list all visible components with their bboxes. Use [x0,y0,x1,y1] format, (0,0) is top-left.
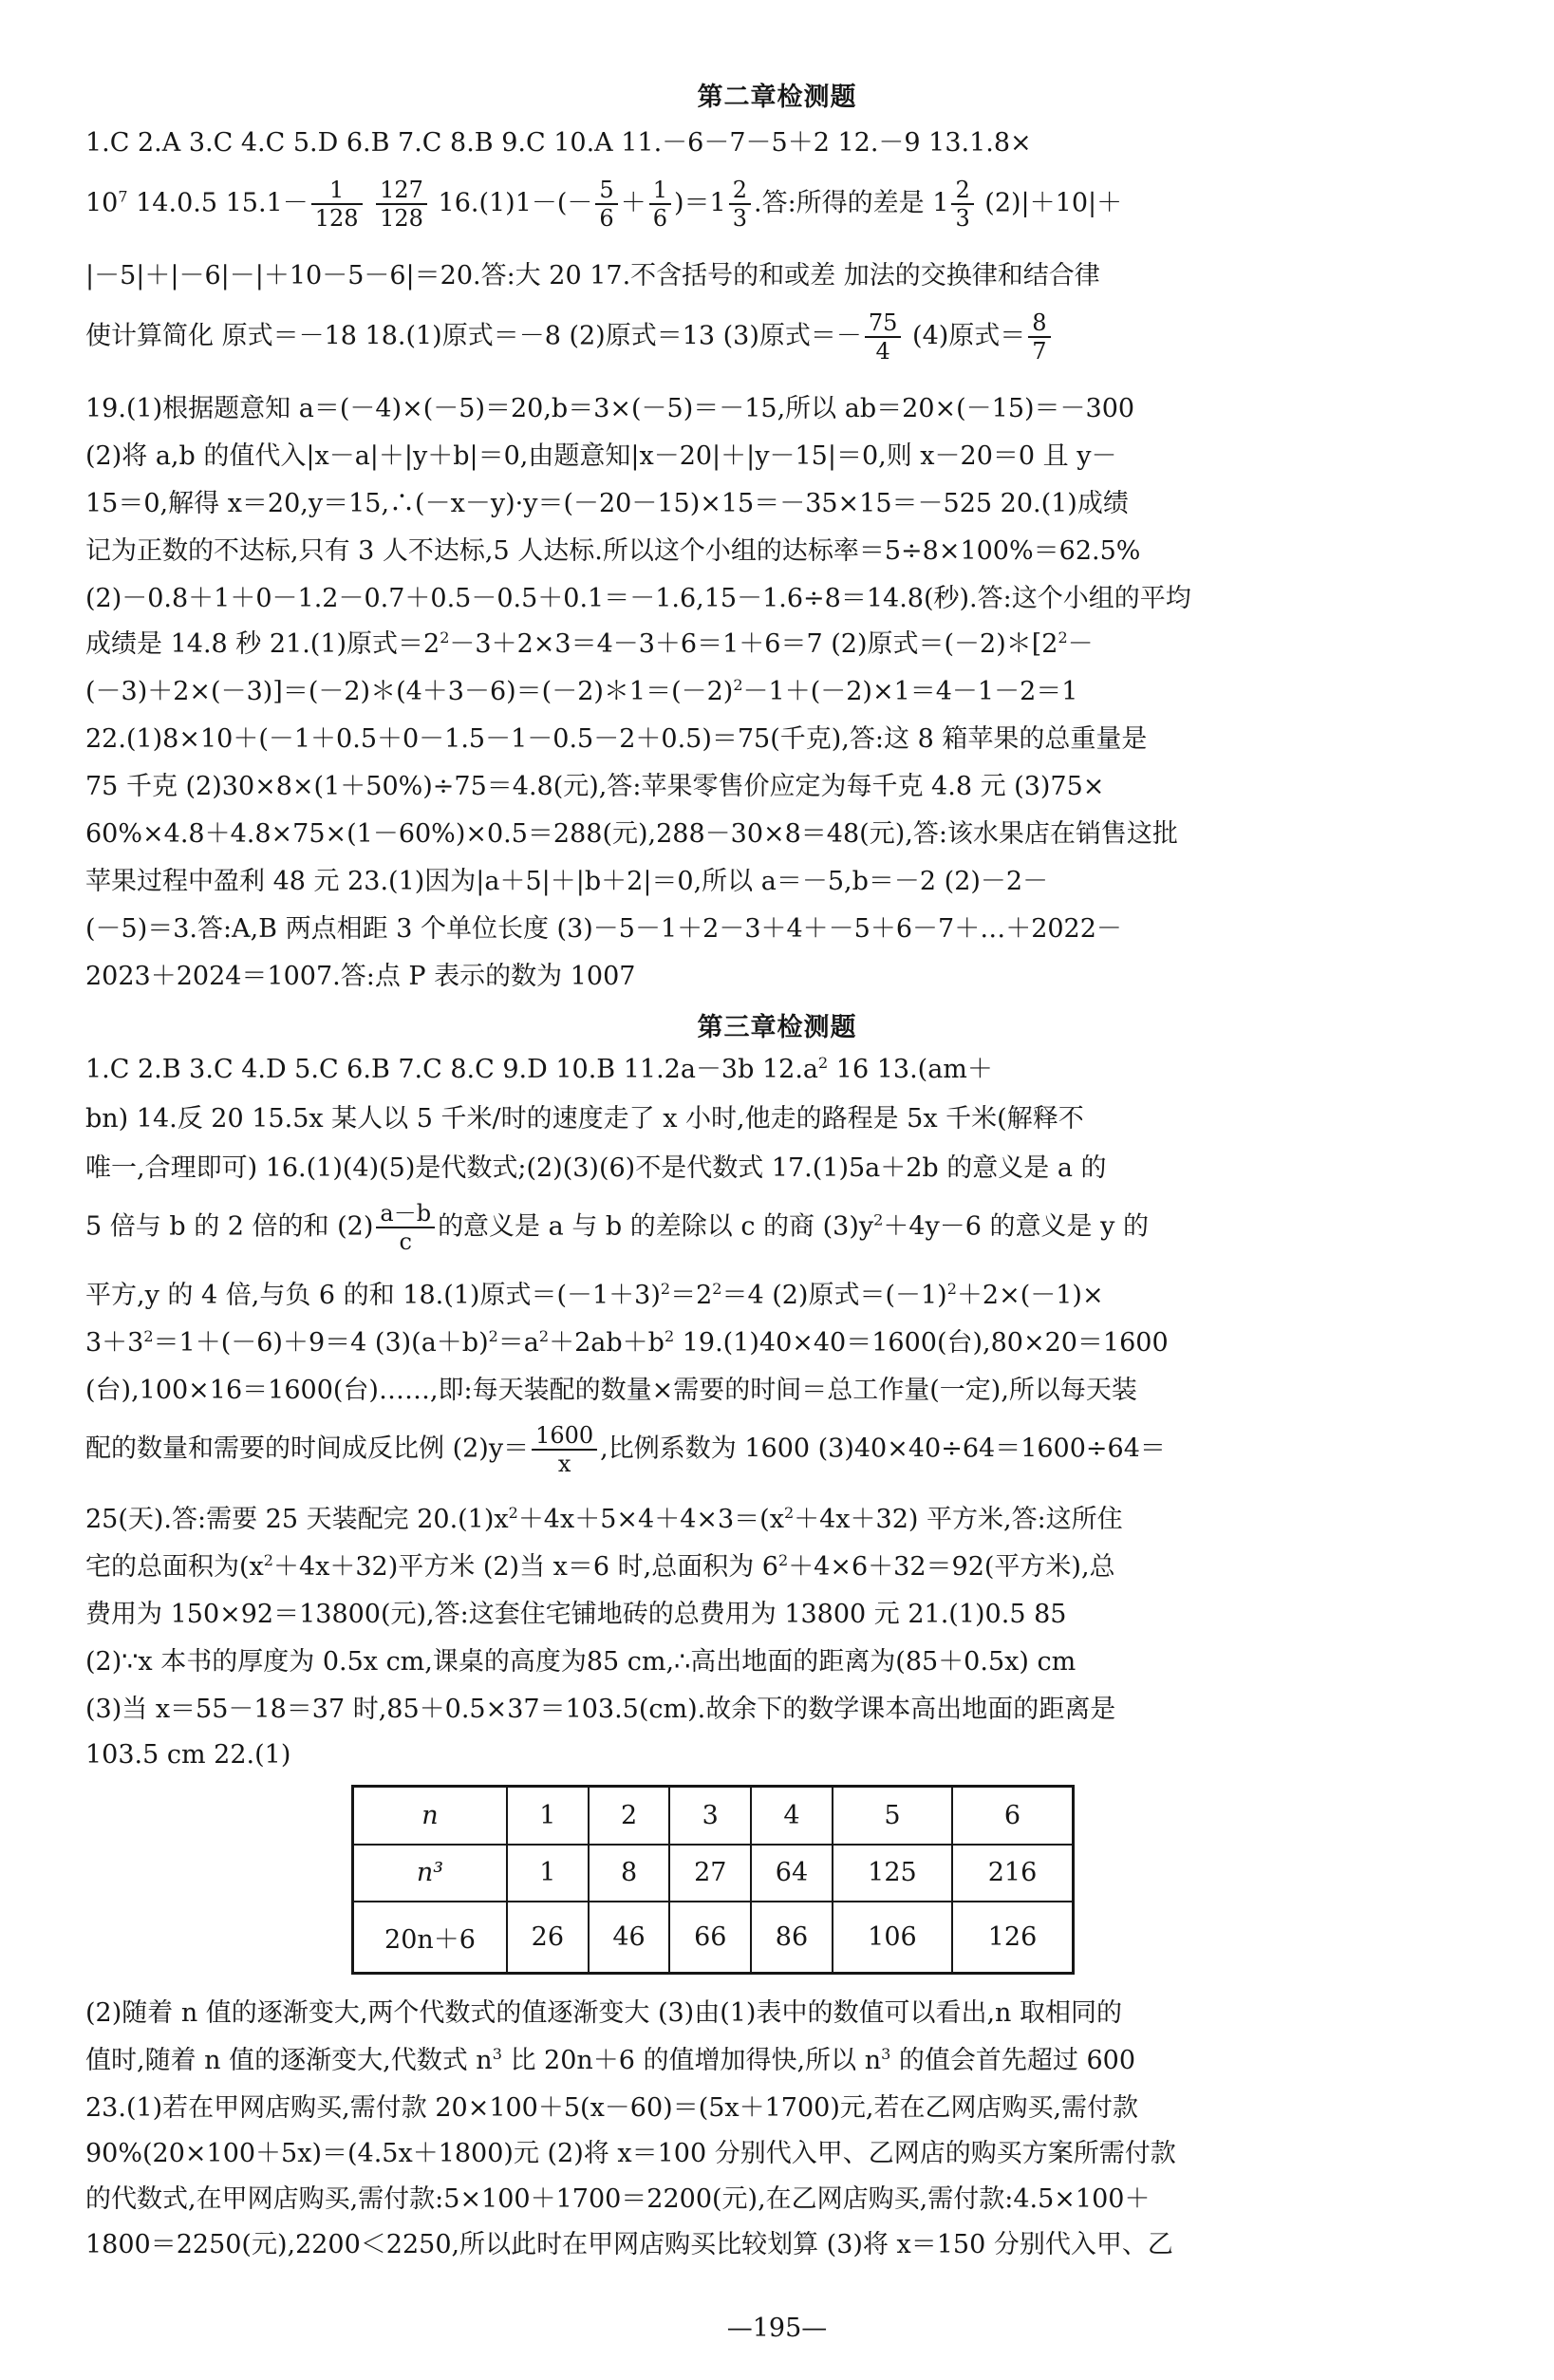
ch2-line-2: $10^7$ 14.0.5 15.1－ $\frac{1}{128}$ $\frac{127}{128}$ 16.(1)1－(－ $\frac{5}{6}$ ＋ $\frac{1}{6}$ )＝1 $\frac{2}{3}$ .答:所得的差是 1 $\frac{2}{3}$ (2)|＋10|＋ [85,177,1123,232]
ch3-line-1: 1.C 2.B 3.C 4.D 5.C 6.B 7.C 8.C 9.D 10.B 11.2a－3b $12.a^2$ 16 13.(am＋ [85,1054,993,1084]
table-cell: 4 [751,1787,833,1845]
table-cell: 6 [952,1787,1073,1845]
table-row [353,1845,1074,1902]
ch3-line-15: (2)随着 n 值的逐渐变大,两个代数式的值逐渐变大 (3)由(1)表中的数值可以看出,n 取相同的 [85,1998,1123,2028]
table-cell: 126 [952,1902,1073,1974]
table-cell: n [353,1787,508,1845]
ch2-line-9: (2)－0.8＋1＋0－1.2－0.7＋0.5－0.5＋0.1＝－1.6,15－1.6÷8＝14.8(秒).答:这个小组的平均 [85,584,1191,613]
table-cell: 125 [833,1845,952,1902]
table-cell: 86 [751,1902,833,1974]
ch3-line-14: 103.5 cm 22.(1) [85,1740,291,1770]
table-row [353,1787,1074,1845]
fraction: $\frac{127}{128}$ [376,177,427,232]
ch2-line-13: 75 千克 (2)30×8×(1＋50%)÷75＝4.8(元),答:苹果零售价应定为每千克 4.8 元 (3)75× [85,772,1105,801]
ch3-line-18: 90%(20×100＋5x)＝(4.5x＋1800)元 (2)将 x＝100 分别代入甲、乙网店的购买方案所需付款 [85,2139,1176,2168]
ch2-line-1: 1.C 2.A 3.C 4.C 5.D 6.B 7.C 8.B 9.C 10.A 11.－6－7－5＋2 12.－9 13.1.8× [85,128,1032,158]
fraction: $\frac{1}{128}$ [311,177,363,232]
fraction: $\frac{1600}{x}$ [532,1422,597,1477]
table-cell: 8 [589,1845,670,1902]
ch2-line-3: |－5|＋|－6|－|＋10－5－6|＝20.答:大 20 17.不含括号的和或差 加法的交换律和结合律 [85,261,1100,290]
ch3-line-20: 1800＝2250(元),2200＜2250,所以此时在甲网店购买比较划算 (3)将 x＝150 分别代入甲、乙 [85,2230,1173,2259]
table-cell: 216 [952,1845,1073,1902]
ch3-line-7: (台),100×16＝1600(台)……,即:每天装配的数量×需要的时间＝总工作量(一定),所以每天装 [85,1376,1137,1405]
table-cell: 106 [833,1902,952,1974]
ch2-line-14: 60%×4.8＋4.8×75×(1－60%)×0.5＝288(元),288－30×8＝48(元),答:该水果店在销售这批 [85,819,1178,849]
ch2-line-11: $(-3)+2\times(-3)]=(-2)*(4+3-6)=(-2)*1=(-2)^2-1+(-2)\times 1=4-1-2=1$ [85,676,1078,706]
ch2-line-17: 2023＋2024＝1007.答:点 P 表示的数为 1007 [85,962,636,991]
table-cell: 26 [507,1902,589,1974]
table-cell: 1 [507,1845,589,1902]
fraction: $\frac{2}{3}$ [729,177,751,232]
ch2-line-15: 苹果过程中盈利 48 元 23.(1)因为|a＋5|＋|b＋2|＝0,所以 a＝－5,b＝－2 (2)－2－ [85,867,1049,896]
table-cell: 3 [669,1787,751,1845]
table-cell: 2 [589,1787,670,1845]
ch2-line-5: 19.(1)根据题意知 a＝(－4)×(－5)＝20,b＝3×(－5)＝－15,所以 ab＝20×(－15)＝－300 [85,394,1135,423]
chapter2-title: 第二章检测题 [697,83,857,112]
ch2-line-16: (－5)＝3.答:A,B 两点相距 3 个单位长度 (3)－5－1＋2－3＋4＋－5＋6－7＋…＋2022－ [85,914,1122,944]
ch3-line-10: 宅的总面积为$(x^2+4x+32)$平方米 (2)当 x＝6 时,总面积为 $6^2+4\times 6+32=92$(平方米),总 [85,1551,1115,1582]
page-number: —195— [726,2314,828,2343]
fraction: $\frac{5}{6}$ [595,177,617,232]
ch3-line-17: 23.(1)若在甲网店购买,需付款 20×100＋5(x－60)＝(5x＋1700)元,若在乙网店购买,需付款 [85,2093,1139,2123]
table-cell: 64 [751,1845,833,1902]
table-cell: n³ [353,1845,508,1902]
ch3-line-3: 唯一,合理即可) 16.(1)(4)(5)是代数式;(2)(3)(6)不是代数式 17.(1)5a＋2b 的意义是 a 的 [85,1153,1107,1183]
ch3-line-4: 5 倍与 b 的 2 倍的和 (2) $\frac{a-b}{c}$ 的意义是 a 与 b 的差除以 c 的商 $(3)y^2+4y-6$ 的意义是 y 的 [85,1200,1149,1255]
fraction: $\frac{75}{4}$ [865,309,902,365]
ch3-line-13: (3)当 x＝55－18＝37 时,85＋0.5×37＝103.5(cm).故余下的数学课本高出地面的距离是 [85,1695,1116,1724]
table-cell: 46 [589,1902,670,1974]
table-cell: 5 [833,1787,952,1845]
ch2-line-8: 记为正数的不达标,只有 3 人不达标,5 人达标.所以这个小组的达标率＝5÷8×100%＝62.5% [85,536,1141,566]
ch2-line-6: (2)将 a,b 的值代入|x－a|＋|y＋b|＝0,由题意知|x－20|＋|y－15|＝0,则 x－20＝0 且 y－ [85,441,1117,471]
ch3-line-16: 值时,随着 n 值的逐渐变大,代数式 $n^3$ 比 20n＋6 的值增加得快,所以 $n^3$ 的值会首先超过 600 [85,2045,1136,2075]
values-table [351,1785,1075,1975]
fraction: $\frac{1}{6}$ [649,177,671,232]
fraction: $\frac{8}{7}$ [1028,309,1050,365]
ch2-line-10: 成绩是 14.8 秒 21.(1)原式$=2^2-3+2\times 3=4-3+6=1+6=7$ (2)原式$=(-2)*[2^2-$ [85,628,1094,659]
ch3-line-6: $3+3^2=1+(-6)+9=4$ $(3)(a+b)^2=a^2+2ab+b^2$ 19.(1)40×40＝1600(台),80×20＝1600 [85,1327,1169,1358]
ch2-line-4: 使计算简化 原式＝－18 18.(1)原式＝－8 (2)原式＝13 (3)原式＝－ $\frac{75}{4}$ (4)原式＝ $\frac{8}{7}$ [85,309,1471,365]
fraction: $\frac{a-b}{c}$ [376,1200,435,1255]
fraction: $\frac{2}{3}$ [951,177,973,232]
ch2-line-12: 22.(1)8×10＋(－1＋0.5＋0－1.5－1－0.5－2＋0.5)＝75(千克),答:这 8 箱苹果的总重量是 [85,724,1148,754]
ch3-line-12: (2)∵x 本书的厚度为 0.5x cm,课桌的高度为85 cm,∴高出地面的距离为(85＋0.5x) cm [85,1647,1077,1677]
ch3-line-2: bn) 14.反 20 15.5x 某人以 5 千米/时的速度走了 x 小时,他走的路程是 5x 千米(解释不 [85,1104,1084,1134]
chapter3-title: 第三章检测题 [697,1013,857,1042]
ch2-line-7: 15＝0,解得 x＝20,y＝15,∴(－x－y)·y＝(－20－15)×15＝－35×15＝－525 20.(1)成绩 [85,489,1129,518]
table-cell: 27 [669,1845,751,1902]
table-cell: 66 [669,1902,751,1974]
table-cell: 1 [507,1787,589,1845]
ch3-line-19: 的代数式,在甲网店购买,需付款:5×100＋1700＝2200(元),在乙网店购买,需付款:4.5×100＋ [85,2184,1151,2214]
table-row [353,1902,1074,1974]
ch3-line-5: 平方,y 的 4 倍,与负 6 的和 18.(1)原式$=(-1+3)^2=2^2=4$ (2)原式$=(-1)^2+2\times(-1)\times$ [85,1280,1104,1310]
ch3-line-9: 25(天).答:需要 25 天装配完 $20.(1)x^2+4x+5\times 4+4\times 3=(x^2+4x+32)$ 平方米,答:这所住 [85,1504,1123,1534]
ch3-line-11: 费用为 150×92＝13800(元),答:这套住宅铺地砖的总费用为 13800 元 21.(1)0.5 85 [85,1600,1067,1629]
table-cell: 20n＋6 [353,1902,508,1974]
ch3-line-8: 配的数量和需要的时间成反比例 (2)y＝ $\frac{1600}{x}$ ,比例系数为 1600 (3)40×40÷64＝1600÷64＝ [85,1422,1166,1477]
